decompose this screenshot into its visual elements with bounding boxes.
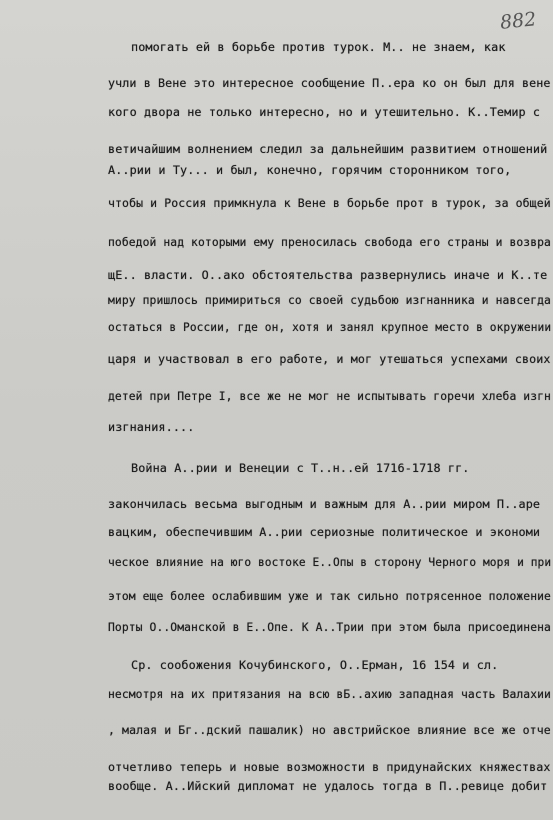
text-line: детей при Петре I, все же не мог не испытывать горечи хлеба изгн: [108, 389, 551, 403]
text-line: миру пришлось примириться со своей судьбою изгнанника и навсегда: [108, 293, 551, 307]
text-line: остаться в России, где он, хотя и занял крупное место в окружении: [108, 320, 552, 334]
text-line: изгнания....: [108, 420, 195, 434]
text-line: щЕ.. власти. О..ако обстоятельства развернулись иначе и К..те: [108, 268, 548, 282]
text-line: закончилась весьма выгодным и важным для А..рии миром П..аре: [108, 497, 541, 511]
text-line: ческое влияние на юго востоке Е..Опы в сторону Черного моря и при: [108, 555, 552, 569]
text-line: вообще. А..Ийский дипломат не удалось тогда в П..ревице добит: [108, 779, 548, 793]
text-line: учли в Вене это интересное сообщение П..ера ко он был для вене: [108, 76, 551, 90]
text-line: , малая и Бг..дский пашалик) но австрийское влияние все же отче: [108, 723, 551, 737]
text-line: кого двора не только интересно, но и утешительно. К..Темир с: [108, 105, 541, 119]
text-line: несмотря на их притязания на всю вБ..ахию западная часть Валахии: [108, 687, 551, 701]
text-line: А..рии и Ту... и был, конечно, горячим сторонником того,: [108, 163, 512, 177]
text-line: ветичайшим волнением следил за дальнейшим развитием отношений: [108, 142, 548, 156]
folio-number: 882: [498, 8, 538, 34]
text-line: Порты О..Оманской в Е..Опе. К А..Трии при этом была присоединена: [108, 620, 551, 634]
text-line: отчетливо теперь и новые возможности в придунайских княжествах: [108, 760, 551, 774]
text-line: Война А..рии и Венеции с Т..н..ей 1716-1718 гг.: [131, 461, 470, 475]
text-line: этом еще более ослабившим уже и так сильно потрясенное положение: [108, 589, 551, 603]
text-line: помогать ей в борьбе против турок. М.. не знаем, как: [131, 40, 506, 54]
text-line: чтобы и Россия примкнула к Вене в борьбе прот в турок, за общей: [108, 196, 551, 210]
text-line: царя и участвовал в его работе, и мог утешаться успехами своих: [108, 352, 551, 366]
text-line: вацким, обеспечившим А..рии сериозные политическое и экономи: [108, 525, 541, 539]
text-line: победой над которыми ему преносилась свобода его страны и возвра: [108, 235, 551, 249]
text-line: Ср. сообожения Кочубинского, О..Ерман, 16 154 и сл.: [131, 658, 499, 672]
